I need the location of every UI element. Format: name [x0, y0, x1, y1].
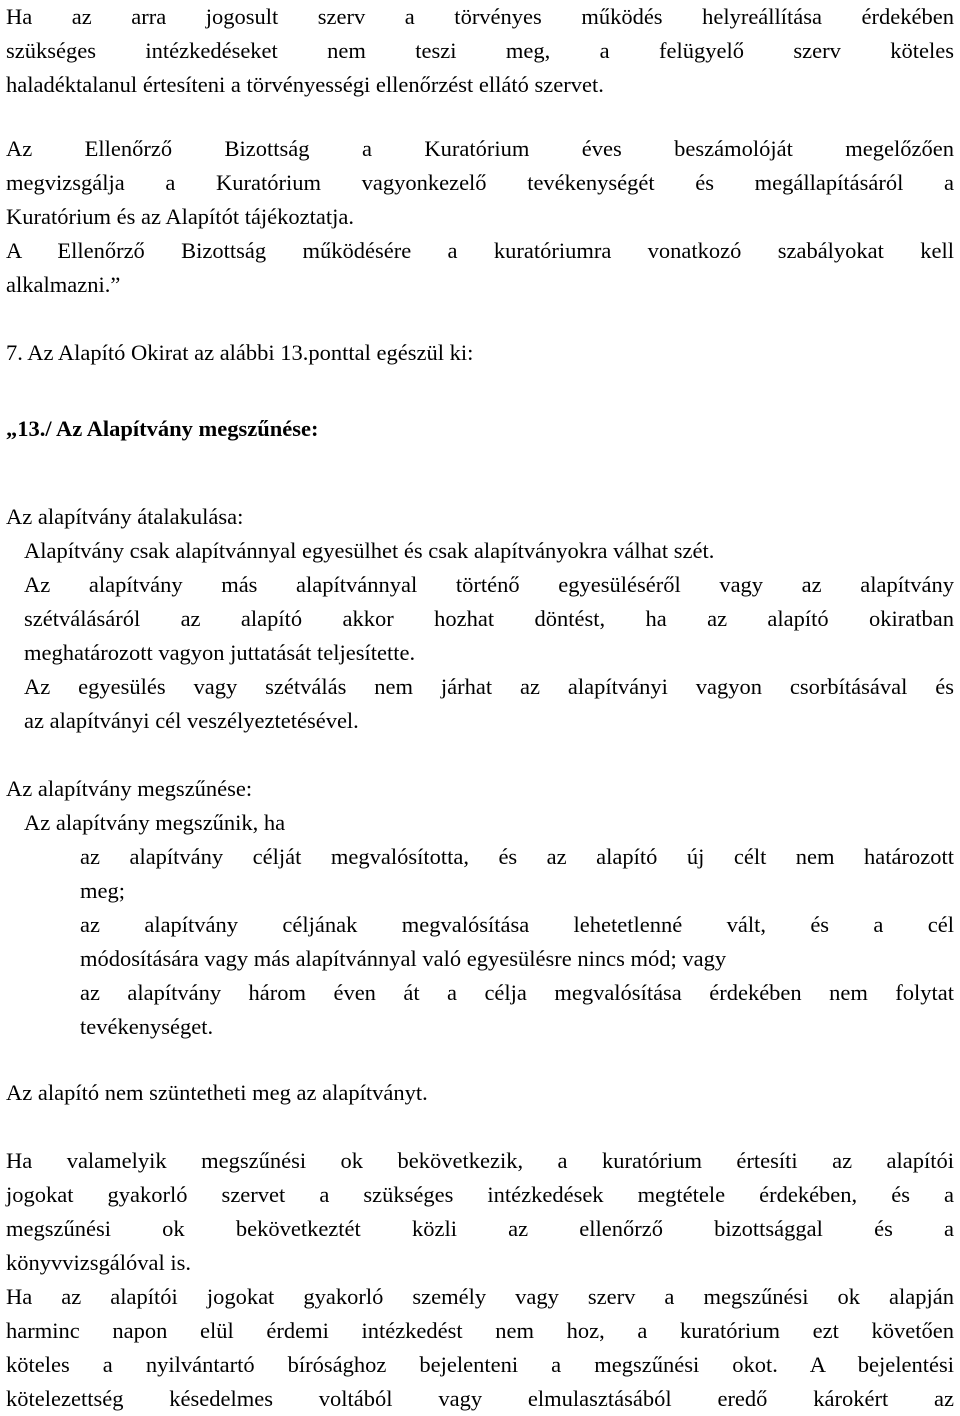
list-item: meg; — [80, 878, 125, 903]
text-line: Alapítvány csak alapítvánnyal egyesülhet és csak alapítványokra válhat szét. — [24, 538, 715, 563]
text-line: Ha az arra jogosult szerv a törvényes működés helyreállítása érdekében — [6, 4, 954, 29]
text-line: Az alapító nem szüntetheti meg az alapítványt. — [6, 1080, 428, 1105]
text-line: szétválásáról az alapító akkor hozhat döntést, ha az alapító okiratban — [24, 606, 954, 631]
text-line: megvizsgálja a Kuratórium vagyonkezelő tevékenységét és megállapításáról a — [6, 170, 954, 195]
list-item: az alapítvány célját megvalósította, és az alapító új célt nem határozott — [80, 844, 954, 869]
paragraph-amendment-7 — [6, 336, 954, 370]
text-line: Az alapítvány átalakulása: — [6, 504, 244, 529]
text-line: haladéktalanul értesíteni a törvényességi ellenőrzést ellátó szervet. — [6, 72, 604, 97]
text-line: jogokat gyakorló szervet a szükséges intézkedések megtétele érdekében, és a — [6, 1182, 954, 1207]
text-line: Ha az alapítói jogokat gyakorló személy vagy szerv a megszűnési ok alapján — [6, 1284, 954, 1309]
text-line: Az alapítvány más alapítvánnyal történő egyesüléséről vagy az alapítvány — [24, 572, 954, 597]
paragraph-supervisor-notice — [6, 0, 954, 102]
text-line: Az egyesülés vagy szétválás nem járhat az alapítványi vagyon csorbításával és — [24, 674, 954, 699]
list-item: az alapítvány három éven át a célja megvalósítása érdekében nem folytat — [80, 980, 954, 1005]
text-line: 7. Az Alapító Okirat az alábbi 13.ponttal egészül ki: — [6, 340, 474, 365]
list-item: tevékenységet. — [80, 1014, 214, 1039]
text-line: köteles a nyilvántartó bírósághoz bejelenteni a megszűnési okot. A bejelentési — [6, 1352, 954, 1377]
paragraph-committee-rules — [6, 234, 954, 302]
list-item: az alapítvány céljának megvalósítása lehetetlenné vált, és a cél — [80, 912, 954, 937]
paragraph-termination-procedure — [6, 1144, 954, 1416]
paragraph-founder-cannot-terminate — [6, 1076, 954, 1110]
text-line: meghatározott vagyon juttatását teljesítette. — [24, 640, 416, 665]
text-line: Ha valamelyik megszűnési ok bekövetkezik, a kuratórium értesíti az alapítói — [6, 1148, 954, 1173]
text-line: megszűnési ok bekövetkeztét közli az ellenőrző bizottsággal és a — [6, 1216, 954, 1241]
subheading-transformation — [6, 500, 954, 534]
paragraph-termination-intro — [24, 806, 954, 840]
text-line: Kuratórium és az Alapítót tájékoztatja. — [6, 204, 355, 229]
paragraph-audit-committee — [6, 132, 954, 234]
text-line: könyvvizsgálóval is. — [6, 1250, 191, 1275]
text-line: szükséges intézkedéseket nem teszi meg, a felügyelő szerv köteles — [6, 38, 954, 63]
paragraph-merger-rules — [24, 534, 954, 738]
text-line: Az alapítvány megszűnése: — [6, 776, 253, 801]
section-heading — [6, 412, 954, 446]
heading-foundation-termination: „13./ Az Alapítvány megszűnése: — [6, 416, 319, 441]
text-line: A Ellenőrző Bizottság működésére a kuratóriumra vonatkozó szabályokat kell — [6, 238, 954, 263]
text-line: Az Ellenőrző Bizottság a Kuratórium éves beszámolóját megelőzően — [6, 136, 954, 161]
text-line: kötelezettség késedelmes voltából vagy elmulasztásából eredő károkért az — [6, 1386, 954, 1411]
text-line: harminc napon elül érdemi intézkedést nem hoz, a kuratórium ezt követően — [6, 1318, 954, 1343]
subheading-termination — [6, 772, 954, 806]
list-termination-reasons — [80, 840, 954, 1044]
text-line: az alapítványi cél veszélyeztetésével. — [24, 708, 359, 733]
list-item: módosítására vagy más alapítvánnyal való egyesülésre nincs mód; vagy — [80, 946, 727, 971]
text-line: alkalmazni.” — [6, 272, 121, 297]
text-line: Az alapítvány megszűnik, ha — [24, 810, 286, 835]
